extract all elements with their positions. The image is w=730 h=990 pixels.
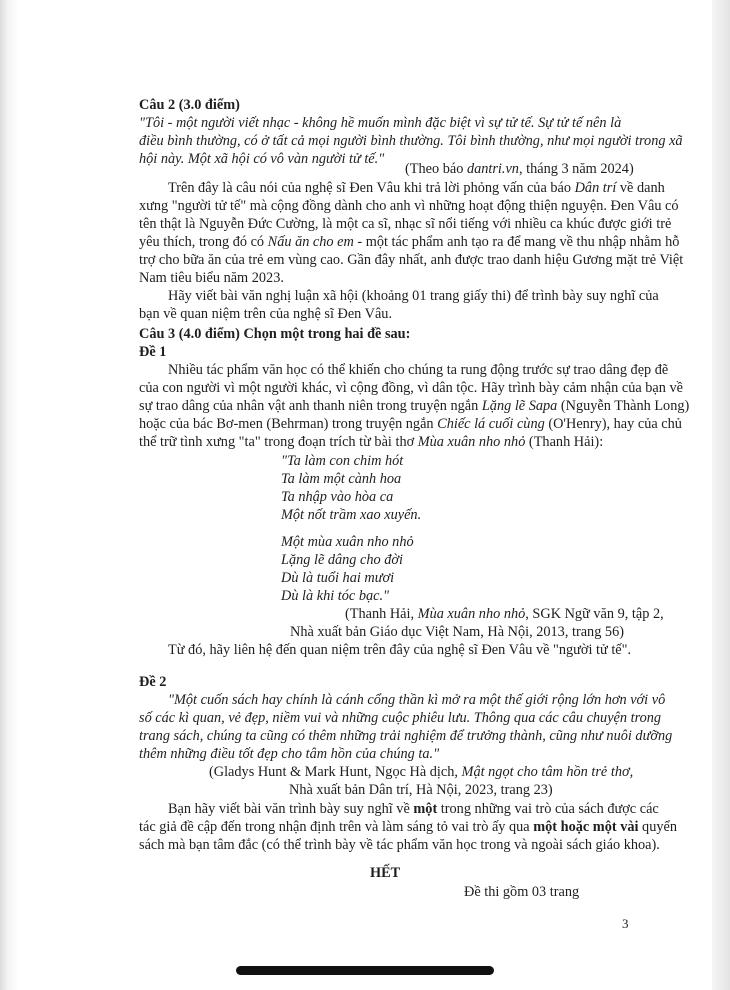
- page-count-note: Đề thi gồm 03 trang: [464, 884, 580, 900]
- page-number: 3: [622, 916, 629, 931]
- option-2-title: Đề 2: [139, 674, 167, 690]
- home-indicator-bar[interactable]: [236, 966, 494, 975]
- question-3-heading: Câu 3 (4.0 điểm) Chọn một trong hai đề sau:: [139, 326, 411, 342]
- paragraph-line: Từ đó, hãy liên hệ đến quan niệm trên đây của nghệ sĩ Đen Vâu về "người tử tế".: [168, 642, 632, 658]
- quote-source: (Gladys Hunt & Mark Hunt, Ngọc Hà dịch, Mật ngọt cho tâm hồn trẻ thơ,: [209, 764, 634, 780]
- quote-line: "Một cuốn sách hay chính là cánh cổng thần kì mở ra một thế giới rộng lớn hơn với vô: [168, 692, 666, 708]
- paragraph-line: Bạn hãy viết bài văn trình bày suy nghĩ về một trong những vai trò của sách được các: [168, 801, 659, 817]
- paragraph-line: hoặc của bác Bơ-men (Behrman) trong truyện ngắn Chiếc lá cuối cùng (O'Henry), hay của chủ: [139, 416, 682, 432]
- poem-line: Dù là tuổi hai mươi: [281, 570, 395, 586]
- quote-line: "Tôi - một người viết nhạc - không hề muốn mình đặc biệt vì sự tử tế. Sự tử tế nên là: [139, 115, 622, 131]
- poem-line: Ta làm một cành hoa: [281, 471, 402, 487]
- paragraph-line: xưng "người tử tế" mà cộng đồng dành cho anh vì những hoạt động thiện nguyện. Đen Vâu có: [139, 198, 679, 214]
- paragraph-line: bạn về quan niệm trên của nghệ sĩ Đen Vâu.: [139, 306, 393, 322]
- paragraph-line: sự trao dâng của nhân vật anh thanh niên trong truyện ngắn Lặng lẽ Sapa (Nguyễn Thành Long): [139, 398, 690, 414]
- poem-line: Lặng lẽ dâng cho đời: [281, 552, 403, 568]
- poem-source: Nhà xuất bản Giáo dục Việt Nam, Hà Nội, 2013, trang 56): [290, 624, 624, 640]
- quote-line: điều bình thường, có ở tất cả mọi người bình thường. Tôi bình thường, như mọi người trong xã: [139, 133, 683, 149]
- paragraph-line: của con người vì một người khác, vì cộng đồng, vì dân tộc. Hãy trình bày cảm nhận của bạn về: [139, 380, 683, 396]
- paragraph-line: tác giả đề cập đến trong nhận định trên và làm sáng tỏ vai trò ấy qua một hoặc một vài quyển: [139, 819, 677, 835]
- poem-line: Ta nhập vào hòa ca: [281, 489, 394, 505]
- poem-line: Một mùa xuân nho nhỏ: [281, 534, 414, 550]
- paragraph-line: trợ cho bữa ăn của trẻ em vùng cao. Gần đây nhất, anh được trao danh hiệu Gương mặt trẻ Việt: [139, 252, 684, 268]
- poem-line: "Ta làm con chim hót: [281, 453, 404, 469]
- quote-line: thêm những điều tốt đẹp cho tâm hồn của chúng ta.": [139, 746, 440, 762]
- paragraph-line: Nhiều tác phẩm văn học có thể khiến cho chúng ta rung động trước sự trao dâng đẹp đẽ: [168, 362, 669, 378]
- exam-page: [18, 0, 712, 990]
- quote-line: số các kì quan, vẻ đẹp, niềm vui và những cuộc phiêu lưu. Thông qua các câu chuyện trong: [139, 710, 662, 726]
- paragraph-line: yêu thích, trong đó có Nấu ăn cho em - một tác phẩm anh tạo ra để mang về thu nhập nhằm hỗ: [139, 234, 680, 250]
- paragraph-line: tên thật là Nguyễn Đức Cường, là một ca sĩ, nhạc sĩ nổi tiếng với nhiều ca khúc được giới trẻ: [139, 216, 672, 232]
- paragraph-line: sách mà bạn tâm đắc (có thể trình bày về tác phẩm văn học trong và ngoài sách giáo khoa).: [139, 837, 660, 853]
- quote-line: trang sách, chúng ta cũng có thêm những trải nghiệm để trưởng thành, cũng như nuôi dưỡng: [139, 728, 673, 744]
- paragraph-line: thể trữ tình xưng "ta" trong đoạn trích từ bài thơ Mùa xuân nho nhỏ (Thanh Hải):: [139, 434, 604, 450]
- paragraph-line: Nam tiêu biểu năm 2023.: [139, 270, 284, 286]
- quote-source: Nhà xuất bản Dân trí, Hà Nội, 2023, trang 23): [289, 782, 553, 798]
- end-label: HẾT: [370, 865, 401, 881]
- paragraph-line: Hãy viết bài văn nghị luận xã hội (khoảng 01 trang giấy thi) để trình bày suy nghĩ của: [168, 288, 659, 304]
- poem-line: Một nốt trầm xao xuyến.: [281, 507, 422, 523]
- question-2-heading: Câu 2 (3.0 điểm): [139, 97, 240, 113]
- paragraph-line: Trên đây là câu nói của nghệ sĩ Đen Vâu khi trả lời phỏng vấn của báo Dân trí về danh: [168, 180, 665, 196]
- quote-line: hội này. Một xã hội có vô vàn người tử tế.": [139, 151, 385, 167]
- option-1-title: Đề 1: [139, 344, 167, 360]
- poem-line: Dù là khi tóc bạc.": [281, 588, 390, 604]
- quote-source: (Theo báo dantri.vn, tháng 3 năm 2024): [405, 161, 634, 177]
- poem-source: (Thanh Hải, Mùa xuân nho nhỏ, SGK Ngữ văn 9, tập 2,: [345, 606, 664, 622]
